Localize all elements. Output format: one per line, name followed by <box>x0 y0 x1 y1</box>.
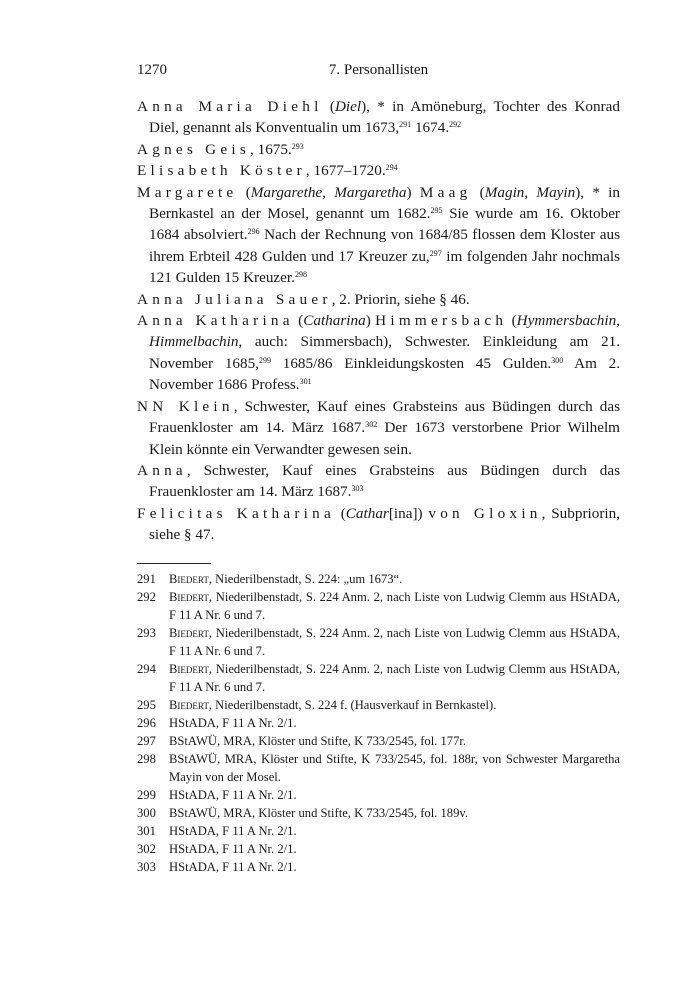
footnote-text: , Niederilbenstadt, S. 224 f. (Hausverkauf in Bernkastel). <box>208 698 497 712</box>
footnote-text: , Niederilbenstadt, S. 224 Anm. 2, nach Liste von Ludwig Clemm aus HStADA, F 11 A Nr. 6 und 7. <box>169 662 620 694</box>
entry-name: Elisabeth Köster <box>137 162 306 180</box>
entry-name: Agnes Geis <box>137 140 251 158</box>
footnote <box>137 840 620 858</box>
entry-alias: Diel <box>334 98 362 115</box>
footnote-ref: 303 <box>351 484 364 494</box>
footnote-ref: 293 <box>291 141 304 151</box>
entry-diehl <box>137 96 620 139</box>
entry-alias: Catharina <box>303 312 366 330</box>
entry-text: ( <box>507 312 517 330</box>
footnote-text: HStADA, F 11 A Nr. 2/1. <box>169 860 297 874</box>
entry-name: Anna <box>137 461 187 479</box>
entry-text: ( <box>322 98 335 115</box>
footnote-author: Biedert <box>169 662 209 676</box>
footnote-text: HStADA, F 11 A Nr. 2/1. <box>169 788 297 802</box>
entry-sauer <box>137 289 620 310</box>
footnote-number: 299 <box>137 788 156 802</box>
entry-text: ) <box>406 183 420 201</box>
footnote-ref: 298 <box>294 270 307 280</box>
footnote-divider <box>137 563 211 564</box>
footnote-number: 294 <box>137 662 156 676</box>
entry-text: ) <box>417 504 429 522</box>
footnote-number: 291 <box>137 572 156 586</box>
entry-alias: Cathar <box>345 504 389 522</box>
entry-text: 1685/86 Einkleidungskosten 45 Gulden. <box>271 354 552 372</box>
entry-text: , Schwester, Kauf eines Grabsteins aus Büdingen durch das Frauenkloster am 14. März 1687. <box>149 397 620 437</box>
entry-alias: Margarethe, Margaretha <box>250 183 407 201</box>
entry-text: , Schwester, Kauf eines Grabsteins aus Büdingen durch das Frauenkloster am 14. März 1687. <box>149 461 620 501</box>
footnote-author: Biedert <box>169 590 209 604</box>
footnote <box>137 588 620 624</box>
entry-text: auch: Simmersbach), Schwester. Einkleidung am 21. November 1685, <box>149 333 620 372</box>
footnote <box>137 858 620 876</box>
footnote-text: HStADA, F 11 A Nr. 2/1. <box>169 824 297 838</box>
entry-given-name: Felicitas Katharina <box>137 504 335 522</box>
footnotes <box>137 570 620 876</box>
footnote-number: 297 <box>137 734 156 748</box>
entry-text: Am 2. November 1686 Profess. <box>149 354 621 394</box>
entry-text: ( <box>334 504 346 522</box>
footnote-ref: 296 <box>247 227 260 237</box>
running-head: 7. Personallisten <box>328 62 429 78</box>
footnote-ref: 300 <box>551 355 564 365</box>
footnote <box>137 786 620 804</box>
footnote-number: 300 <box>137 806 156 820</box>
entry-text: 1674. <box>411 119 450 137</box>
footnote-ref: 295 <box>430 206 443 216</box>
footnote-number: 298 <box>137 752 156 766</box>
footnote-text: BStAWÜ, MRA, Klöster und Stifte, K 733/2545, fol. 188r, von Schwester Margaretha Mayin von der Mosel. <box>169 752 620 784</box>
footnote-ref: 297 <box>429 248 442 258</box>
footnote <box>137 660 620 696</box>
entry-text: ) <box>365 312 376 330</box>
entry-surname: Maag <box>419 183 472 201</box>
footnote-author: Biedert <box>169 572 209 586</box>
footnote <box>137 732 620 750</box>
entry-text: ), * in Amöneburg, Tochter des Konrad Diel, genannt als Konventualin um 1673, <box>149 98 620 137</box>
entry-given-name: Margarete <box>137 183 238 201</box>
footnote-text: BStAWÜ, MRA, Klöster und Stifte, K 733/2545, fol. 189v. <box>169 806 469 820</box>
footnote <box>137 750 620 786</box>
main-text <box>137 96 620 546</box>
footnote <box>137 696 620 714</box>
footnote-ref: 302 <box>365 420 378 430</box>
entry-text: , Subpriorin, siehe § 47. <box>149 504 620 544</box>
entry-geis <box>137 139 620 160</box>
footnote-ref: 301 <box>299 377 312 387</box>
footnote-text: HStADA, F 11 A Nr. 2/1. <box>169 842 297 856</box>
entry-text: Der 1673 verstorbene Prior Wilhelm Klein könnte ein Verwandter gewesen sein. <box>149 419 620 458</box>
entry-text: , 1675. <box>250 140 292 158</box>
entry-text: Sie wurde am 16. Oktober 1684 absolviert. <box>149 205 620 244</box>
footnote-text: BStAWÜ, MRA, Klöster und Stifte, K 733/2545, fol. 177r. <box>169 734 467 748</box>
footnote-number: 302 <box>137 842 156 856</box>
footnote-text: HStADA, F 11 A Nr. 2/1. <box>169 716 297 730</box>
entry-name: Anna Maria Diehl <box>137 98 323 115</box>
footnote-number: 296 <box>137 716 156 730</box>
entry-text: , 2. Priorin, siehe § 46. <box>331 290 470 308</box>
entry-gloxin <box>137 503 620 546</box>
footnote-text: , Niederilbenstadt, S. 224: „um 1673“. <box>208 572 403 586</box>
entry-text: , 1677–1720. <box>305 162 386 180</box>
entry-given-name: Anna Katharina <box>137 312 294 330</box>
footnote-text: , Niederilbenstadt, S. 224 Anm. 2, nach Liste von Ludwig Clemm aus HStADA, F 11 A Nr. 6 und 7. <box>169 626 620 658</box>
page-number: 1270 <box>137 62 167 78</box>
entry-text: ( <box>293 312 304 330</box>
footnote <box>137 714 620 732</box>
entry-anna <box>137 460 620 503</box>
entry-koester <box>137 160 620 181</box>
footnote <box>137 624 620 660</box>
entry-klein <box>137 396 620 460</box>
footnote-number: 301 <box>137 824 156 838</box>
footnote <box>137 822 620 840</box>
footnote-ref: 299 <box>259 355 272 365</box>
entry-maag <box>137 182 620 289</box>
footnote-ref: 291 <box>399 120 412 130</box>
entry-text: Nach der Rechnung von 1684/85 flossen dem Kloster aus ihrem Erbteil 428 Gulden und 17 Kreuzer zu, <box>149 226 620 265</box>
footnote-number: 293 <box>137 626 156 640</box>
footnote-ref: 292 <box>449 120 462 130</box>
entry-alias: Hymmersbachin, Himmelbachin, <box>149 312 620 351</box>
footnote-number: 292 <box>137 590 156 604</box>
entry-name: Anna Juliana Sauer <box>137 290 332 308</box>
entry-text: im folgenden Jahr nochmals 121 Gulden 15 Kreuzer. <box>149 247 620 287</box>
entry-himmersbach <box>137 310 620 396</box>
footnote <box>137 570 620 588</box>
footnote-text: , Niederilbenstadt, S. 224 Anm. 2, nach Liste von Ludwig Clemm aus HStADA, F 11 A Nr. 6 und 7. <box>169 590 620 622</box>
entry-text: ), * in Bernkastel an der Mosel, genannt um 1682. <box>149 183 620 223</box>
entry-surname: von Gloxin <box>428 504 542 522</box>
footnote-ref: 294 <box>385 163 398 173</box>
entry-text: ( <box>471 183 485 201</box>
footnote-number: 295 <box>137 698 156 712</box>
page-header <box>137 62 620 82</box>
entry-name: NN Klein <box>137 397 234 415</box>
entry-text: ( <box>237 183 251 201</box>
footnote-number: 303 <box>137 860 156 874</box>
entry-alias-bracket: [ina] <box>388 504 418 522</box>
footnote-author: Biedert <box>169 626 209 640</box>
entry-alias: Magin, Mayin <box>484 183 576 201</box>
footnote <box>137 804 620 822</box>
entry-surname: Himmersbach <box>375 312 508 330</box>
footnote-author: Biedert <box>169 698 209 712</box>
